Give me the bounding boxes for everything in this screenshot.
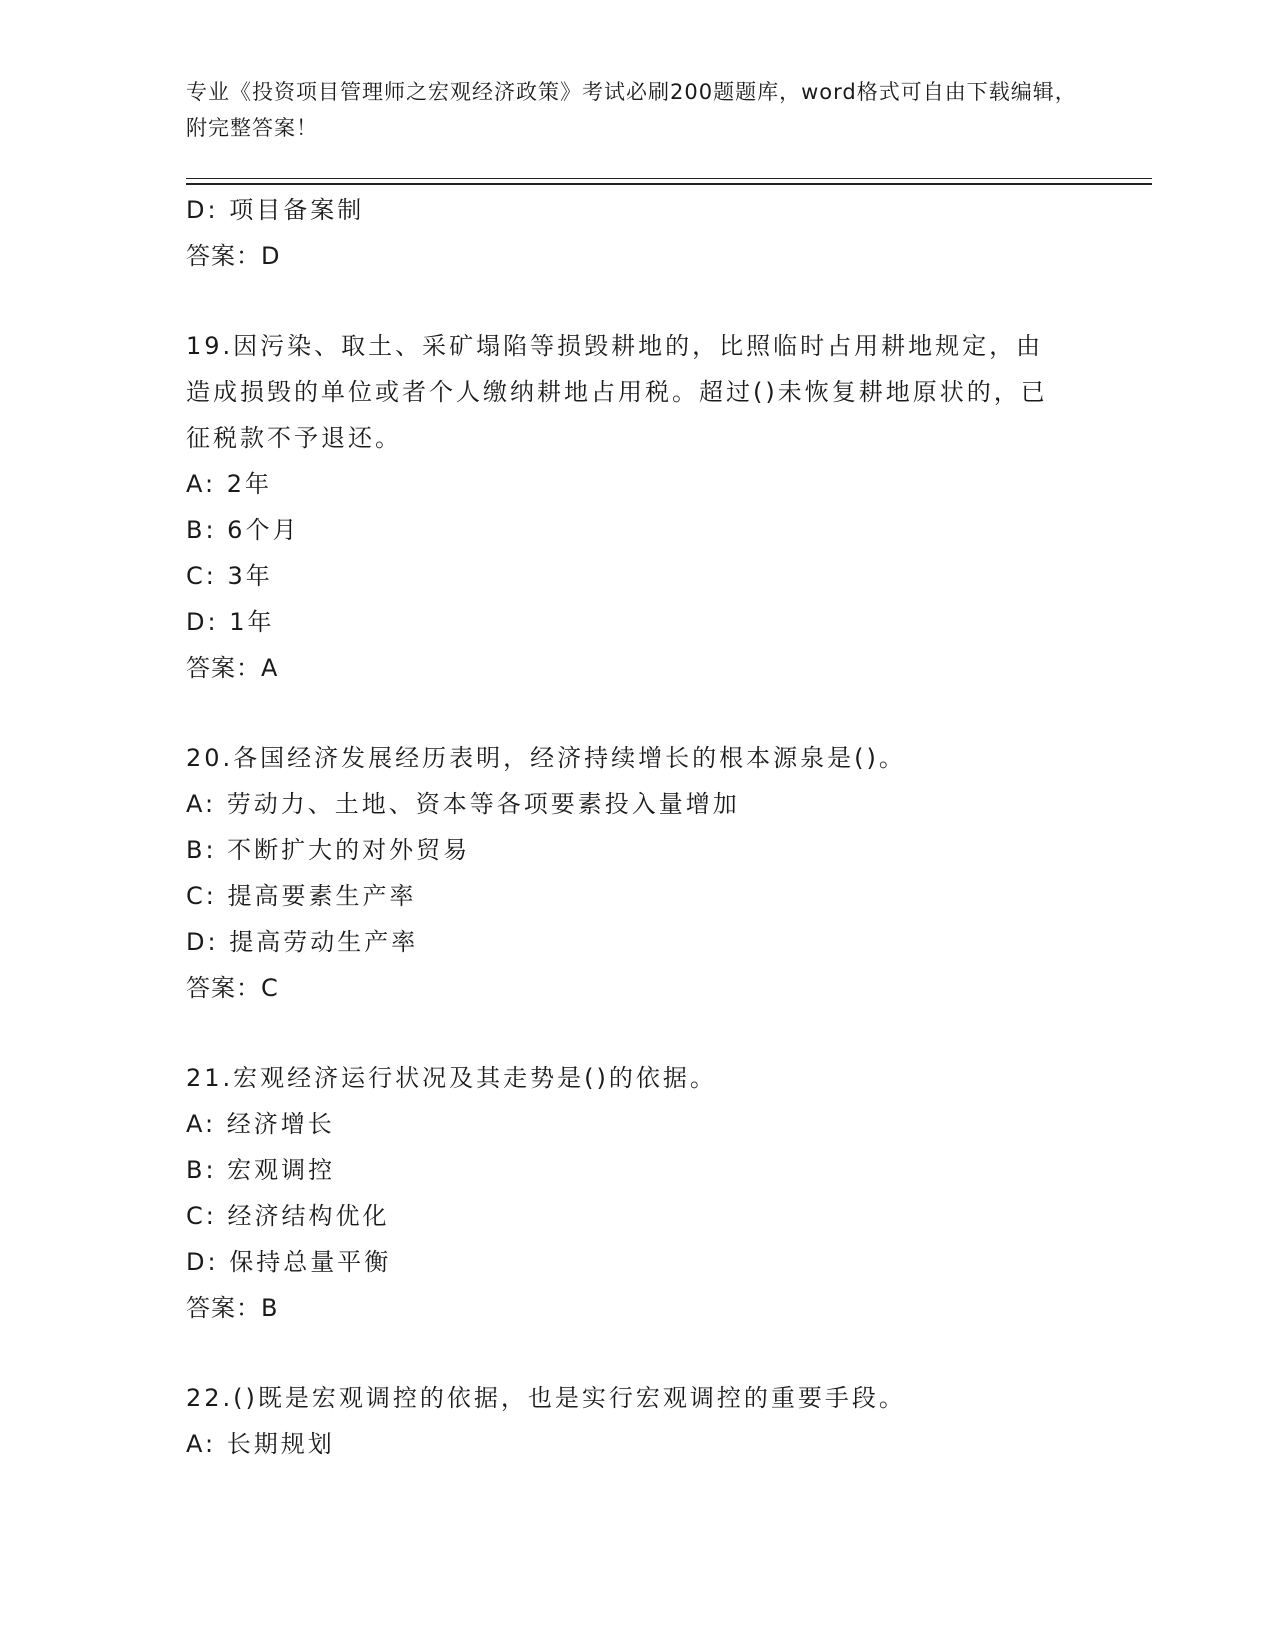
option-b: B: 宏观调控 bbox=[186, 1156, 336, 1184]
option-b: B: 不断扩大的对外贸易 bbox=[186, 836, 471, 864]
option-d: D: 项目备案制 bbox=[186, 196, 365, 224]
answer: 答案：C bbox=[186, 974, 279, 1002]
question-text: 22.()既是宏观调控的依据，也是实行宏观调控的重要手段。 bbox=[186, 1384, 906, 1412]
answer: 答案：B bbox=[186, 1294, 279, 1322]
option-a: A: 经济增长 bbox=[186, 1110, 335, 1138]
option-d: D: 保持总量平衡 bbox=[186, 1248, 392, 1276]
option-d: D: 提高劳动生产率 bbox=[186, 928, 419, 956]
question-text: 19.因污染、取土、采矿塌陷等损毁耕地的，比照临时占用耕地规定，由造成损毁的单位或者个人缴纳耕地占用税。超过()未恢复耕地原状的，已征税款不予退还。 bbox=[186, 332, 1048, 452]
option-a: A: 2年 bbox=[186, 470, 272, 498]
option-a: A: 长期规划 bbox=[186, 1430, 335, 1458]
option-c: C: 经济结构优化 bbox=[186, 1202, 390, 1230]
document-header bbox=[186, 74, 1086, 146]
header-rule-thick bbox=[186, 183, 1152, 185]
question-text: 21.宏观经济运行状况及其走势是()的依据。 bbox=[186, 1064, 717, 1092]
option-c: C: 提高要素生产率 bbox=[186, 882, 417, 910]
answer: 答案：A bbox=[186, 654, 279, 682]
option-c: C: 3年 bbox=[186, 562, 273, 590]
option-b: B: 6个月 bbox=[186, 516, 300, 544]
question-text: 20.各国经济发展经历表明，经济持续增长的根本源泉是()。 bbox=[186, 744, 906, 772]
option-a: A: 劳动力、土地、资本等各项要素投入量增加 bbox=[186, 790, 740, 818]
answer: 答案：D bbox=[186, 242, 281, 270]
header-rule-thin bbox=[186, 178, 1152, 179]
header-text: 专业《投资项目管理师之宏观经济政策》考试必刷200题题库，word格式可自由下载编辑，附完整答案！ bbox=[186, 80, 1077, 140]
question-list bbox=[186, 187, 1086, 1467]
option-d: D: 1年 bbox=[186, 608, 275, 636]
